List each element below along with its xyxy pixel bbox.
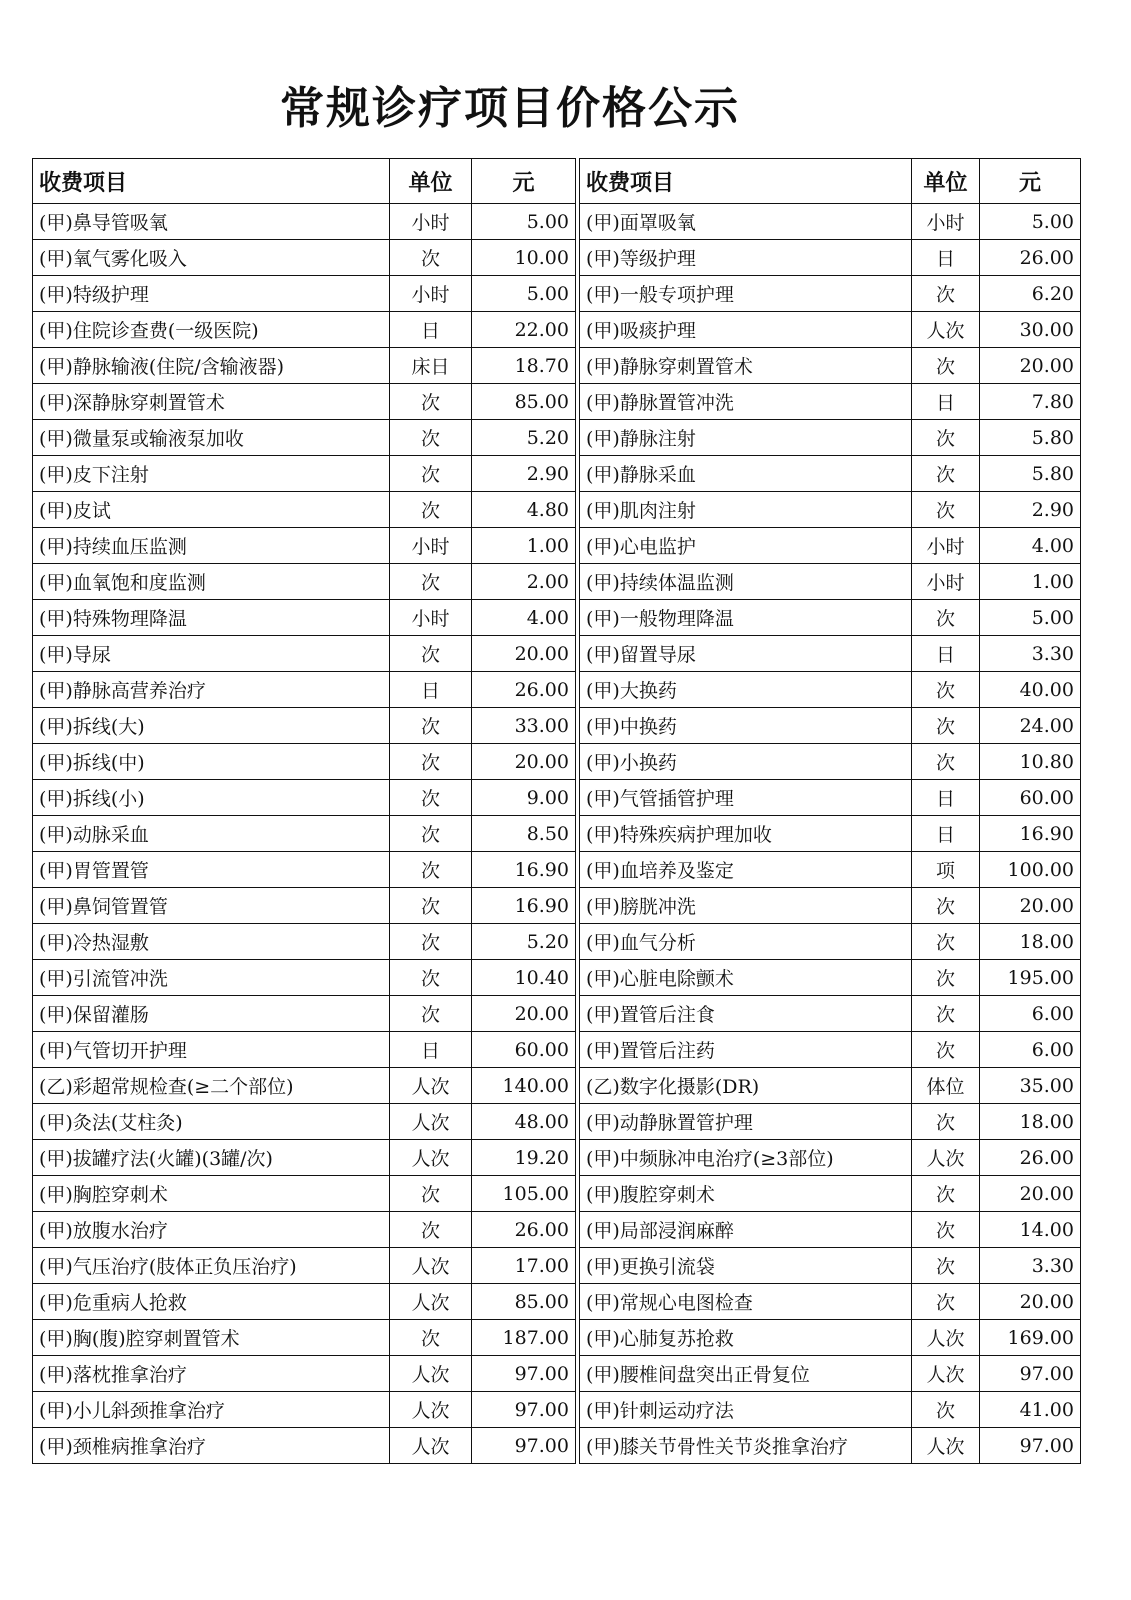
item-name-right: (甲)一般专项护理 (580, 276, 912, 312)
item-price-right: 60.00 (980, 780, 1081, 816)
table-row (33, 204, 1081, 240)
item-unit-right: 项 (912, 852, 980, 888)
header-unit-right: 单位 (912, 159, 980, 204)
table-row (33, 816, 1081, 852)
item-unit-left: 人次 (390, 1392, 472, 1428)
item-name-left: (甲)拆线(小) (33, 780, 390, 816)
item-name-left: (甲)血氧饱和度监测 (33, 564, 390, 600)
item-unit-right: 日 (912, 240, 980, 276)
item-unit-left: 次 (390, 456, 472, 492)
item-unit-left: 小时 (390, 276, 472, 312)
item-unit-left: 小时 (390, 528, 472, 564)
item-price-left: 33.00 (472, 708, 576, 744)
item-name-left: (甲)静脉高营养治疗 (33, 672, 390, 708)
item-unit-left: 次 (390, 240, 472, 276)
item-name-left: (甲)气管切开护理 (33, 1032, 390, 1068)
item-unit-right: 次 (912, 1392, 980, 1428)
table-row (33, 1104, 1081, 1140)
item-name-right: (甲)留置导尿 (580, 636, 912, 672)
item-name-left: (甲)胃管置管 (33, 852, 390, 888)
item-unit-left: 次 (390, 420, 472, 456)
item-name-right: (甲)局部浸润麻醉 (580, 1212, 912, 1248)
item-price-left: 17.00 (472, 1248, 576, 1284)
item-unit-left: 次 (390, 564, 472, 600)
item-name-left: (甲)灸法(艾柱灸) (33, 1104, 390, 1140)
item-price-right: 5.80 (980, 456, 1081, 492)
table-row (33, 996, 1081, 1032)
item-unit-right: 次 (912, 600, 980, 636)
item-price-right: 4.00 (980, 528, 1081, 564)
item-name-left: (甲)落枕推拿治疗 (33, 1356, 390, 1392)
item-price-right: 16.90 (980, 816, 1081, 852)
item-unit-right: 次 (912, 492, 980, 528)
item-unit-left: 次 (390, 816, 472, 852)
item-unit-right: 人次 (912, 312, 980, 348)
item-name-left: (甲)鼻饲管置管 (33, 888, 390, 924)
item-unit-left: 次 (390, 1320, 472, 1356)
item-unit-left: 小时 (390, 600, 472, 636)
table-row (33, 492, 1081, 528)
item-name-left: (乙)彩超常规检查(≥二个部位) (33, 1068, 390, 1104)
table-row (33, 888, 1081, 924)
item-price-right: 6.00 (980, 996, 1081, 1032)
item-price-right: 18.00 (980, 1104, 1081, 1140)
item-name-right: (甲)气管插管护理 (580, 780, 912, 816)
item-unit-right: 次 (912, 1248, 980, 1284)
table-row (33, 780, 1081, 816)
item-unit-right: 次 (912, 1104, 980, 1140)
item-name-right: (甲)中换药 (580, 708, 912, 744)
item-name-right: (甲)静脉采血 (580, 456, 912, 492)
item-price-right: 5.00 (980, 204, 1081, 240)
item-name-right: (甲)静脉注射 (580, 420, 912, 456)
item-name-left: (甲)皮下注射 (33, 456, 390, 492)
item-unit-left: 人次 (390, 1140, 472, 1176)
item-price-left: 60.00 (472, 1032, 576, 1068)
item-unit-right: 人次 (912, 1140, 980, 1176)
table-row (33, 1140, 1081, 1176)
item-price-left: 97.00 (472, 1356, 576, 1392)
item-name-right: (甲)常规心电图检查 (580, 1284, 912, 1320)
table-row (33, 852, 1081, 888)
item-price-left: 20.00 (472, 996, 576, 1032)
item-name-right: (甲)持续体温监测 (580, 564, 912, 600)
table-row (33, 1068, 1081, 1104)
table-row (33, 312, 1081, 348)
item-price-right: 26.00 (980, 240, 1081, 276)
table-row (33, 960, 1081, 996)
item-name-right: (甲)一般物理降温 (580, 600, 912, 636)
item-unit-left: 次 (390, 636, 472, 672)
item-name-left: (甲)放腹水治疗 (33, 1212, 390, 1248)
item-price-left: 5.00 (472, 204, 576, 240)
item-price-left: 5.00 (472, 276, 576, 312)
table-row (33, 1032, 1081, 1068)
table-row (33, 420, 1081, 456)
item-price-right: 100.00 (980, 852, 1081, 888)
item-unit-left: 人次 (390, 1104, 472, 1140)
item-price-left: 26.00 (472, 1212, 576, 1248)
table-row (33, 348, 1081, 384)
table-row (33, 600, 1081, 636)
item-unit-right: 次 (912, 348, 980, 384)
item-price-right: 5.00 (980, 600, 1081, 636)
item-price-right: 20.00 (980, 1284, 1081, 1320)
item-unit-left: 次 (390, 780, 472, 816)
item-price-left: 5.20 (472, 420, 576, 456)
item-name-left: (甲)颈椎病推拿治疗 (33, 1428, 390, 1464)
item-price-left: 105.00 (472, 1176, 576, 1212)
item-unit-right: 次 (912, 1032, 980, 1068)
item-price-left: 8.50 (472, 816, 576, 852)
item-unit-right: 次 (912, 960, 980, 996)
table-row (33, 528, 1081, 564)
item-price-left: 1.00 (472, 528, 576, 564)
item-unit-left: 次 (390, 852, 472, 888)
item-unit-right: 日 (912, 384, 980, 420)
item-price-right: 169.00 (980, 1320, 1081, 1356)
item-name-left: (甲)拆线(中) (33, 744, 390, 780)
item-name-left: (甲)拆线(大) (33, 708, 390, 744)
item-price-left: 10.00 (472, 240, 576, 276)
item-unit-left: 人次 (390, 1068, 472, 1104)
item-unit-right: 小时 (912, 528, 980, 564)
item-unit-right: 人次 (912, 1356, 980, 1392)
item-price-right: 35.00 (980, 1068, 1081, 1104)
item-price-left: 97.00 (472, 1392, 576, 1428)
item-name-left: (甲)小儿斜颈推拿治疗 (33, 1392, 390, 1428)
item-price-right: 3.30 (980, 1248, 1081, 1284)
item-price-right: 24.00 (980, 708, 1081, 744)
item-name-right: (甲)大换药 (580, 672, 912, 708)
item-name-right: (甲)置管后注药 (580, 1032, 912, 1068)
item-name-right: (甲)血培养及鉴定 (580, 852, 912, 888)
item-unit-right: 次 (912, 276, 980, 312)
item-price-right: 14.00 (980, 1212, 1081, 1248)
table-row (33, 1320, 1081, 1356)
item-name-left: (甲)微量泵或输液泵加收 (33, 420, 390, 456)
item-price-left: 85.00 (472, 1284, 576, 1320)
item-unit-right: 次 (912, 996, 980, 1032)
item-name-left: (甲)冷热湿敷 (33, 924, 390, 960)
item-name-right: (甲)针刺运动疗法 (580, 1392, 912, 1428)
item-price-left: 22.00 (472, 312, 576, 348)
item-unit-left: 人次 (390, 1356, 472, 1392)
item-price-left: 19.20 (472, 1140, 576, 1176)
item-unit-left: 日 (390, 672, 472, 708)
item-price-right: 26.00 (980, 1140, 1081, 1176)
table-row (33, 276, 1081, 312)
item-unit-right: 人次 (912, 1428, 980, 1464)
item-name-right: (甲)静脉穿刺置管术 (580, 348, 912, 384)
item-price-left: 20.00 (472, 744, 576, 780)
item-unit-left: 次 (390, 1176, 472, 1212)
table-row (33, 240, 1081, 276)
item-price-left: 4.00 (472, 600, 576, 636)
item-price-left: 20.00 (472, 636, 576, 672)
item-price-left: 18.70 (472, 348, 576, 384)
item-price-left: 2.00 (472, 564, 576, 600)
item-name-right: (甲)腹腔穿刺术 (580, 1176, 912, 1212)
item-price-left: 4.80 (472, 492, 576, 528)
item-unit-left: 床日 (390, 348, 472, 384)
item-name-left: (甲)皮试 (33, 492, 390, 528)
item-price-right: 20.00 (980, 1176, 1081, 1212)
table-row (33, 1248, 1081, 1284)
item-unit-right: 人次 (912, 1320, 980, 1356)
item-name-left: (甲)特殊物理降温 (33, 600, 390, 636)
table-row (33, 1284, 1081, 1320)
item-unit-right: 次 (912, 888, 980, 924)
item-name-left: (甲)危重病人抢救 (33, 1284, 390, 1320)
table-row (33, 672, 1081, 708)
item-name-right: (甲)静脉置管冲洗 (580, 384, 912, 420)
item-price-right: 7.80 (980, 384, 1081, 420)
item-price-right: 5.80 (980, 420, 1081, 456)
item-unit-right: 次 (912, 1176, 980, 1212)
table-row (33, 1212, 1081, 1248)
item-price-right: 2.90 (980, 492, 1081, 528)
item-unit-right: 日 (912, 636, 980, 672)
table-row (33, 1392, 1081, 1428)
item-unit-left: 次 (390, 960, 472, 996)
item-name-right: (甲)置管后注食 (580, 996, 912, 1032)
item-name-left: (甲)氧气雾化吸入 (33, 240, 390, 276)
item-price-left: 48.00 (472, 1104, 576, 1140)
item-name-left: (甲)动脉采血 (33, 816, 390, 852)
page-title: 常规诊疗项目价格公示 (280, 83, 740, 134)
item-name-left: (甲)保留灌肠 (33, 996, 390, 1032)
price-table (32, 158, 1081, 1464)
item-unit-left: 人次 (390, 1284, 472, 1320)
item-price-left: 2.90 (472, 456, 576, 492)
item-name-right: (甲)更换引流袋 (580, 1248, 912, 1284)
item-unit-left: 人次 (390, 1248, 472, 1284)
header-price-right: 元 (980, 159, 1081, 204)
item-name-right: (甲)小换药 (580, 744, 912, 780)
item-price-right: 97.00 (980, 1356, 1081, 1392)
item-name-left: (甲)导尿 (33, 636, 390, 672)
header-item-left: 收费项目 (33, 159, 390, 204)
item-price-right: 18.00 (980, 924, 1081, 960)
item-name-right: (甲)中频脉冲电治疗(≥3部位) (580, 1140, 912, 1176)
item-unit-right: 日 (912, 816, 980, 852)
table-row (33, 636, 1081, 672)
item-price-right: 41.00 (980, 1392, 1081, 1428)
header-unit-left: 单位 (390, 159, 472, 204)
table-row (33, 1428, 1081, 1464)
item-name-left: (甲)住院诊查费(一级医院) (33, 312, 390, 348)
item-name-left: (甲)特级护理 (33, 276, 390, 312)
item-name-right: (甲)吸痰护理 (580, 312, 912, 348)
item-price-left: 16.90 (472, 852, 576, 888)
table-row (33, 456, 1081, 492)
item-name-right: (甲)肌肉注射 (580, 492, 912, 528)
item-name-left: (甲)气压治疗(肢体正负压治疗) (33, 1248, 390, 1284)
item-name-right: (甲)心肺复苏抢救 (580, 1320, 912, 1356)
item-name-left: (甲)引流管冲洗 (33, 960, 390, 996)
item-name-left: (甲)拔罐疗法(火罐)(3罐/次) (33, 1140, 390, 1176)
item-unit-right: 次 (912, 456, 980, 492)
table-row (33, 1356, 1081, 1392)
item-name-right: (甲)膝关节骨性关节炎推拿治疗 (580, 1428, 912, 1464)
item-unit-left: 人次 (390, 1428, 472, 1464)
item-unit-left: 次 (390, 492, 472, 528)
item-price-right: 10.80 (980, 744, 1081, 780)
item-name-left: (甲)静脉输液(住院/含输液器) (33, 348, 390, 384)
item-price-right: 20.00 (980, 348, 1081, 384)
item-unit-right: 次 (912, 1212, 980, 1248)
item-name-right: (甲)特殊疾病护理加收 (580, 816, 912, 852)
item-unit-left: 次 (390, 888, 472, 924)
item-unit-right: 次 (912, 420, 980, 456)
table-row (33, 744, 1081, 780)
table-row (33, 1176, 1081, 1212)
item-unit-right: 次 (912, 744, 980, 780)
item-unit-right: 体位 (912, 1068, 980, 1104)
header-item-right: 收费项目 (580, 159, 912, 204)
item-price-left: 9.00 (472, 780, 576, 816)
item-unit-left: 小时 (390, 204, 472, 240)
table-row (33, 384, 1081, 420)
item-unit-right: 次 (912, 924, 980, 960)
item-unit-left: 日 (390, 312, 472, 348)
item-unit-left: 次 (390, 384, 472, 420)
item-unit-right: 小时 (912, 564, 980, 600)
item-name-right: (甲)等级护理 (580, 240, 912, 276)
item-unit-right: 次 (912, 708, 980, 744)
item-price-right: 20.00 (980, 888, 1081, 924)
item-name-right: (甲)心电监护 (580, 528, 912, 564)
item-unit-right: 次 (912, 672, 980, 708)
item-unit-left: 次 (390, 996, 472, 1032)
table-row (33, 708, 1081, 744)
item-name-left: (甲)深静脉穿刺置管术 (33, 384, 390, 420)
table-row (33, 564, 1081, 600)
item-price-left: 85.00 (472, 384, 576, 420)
item-name-right: (甲)血气分析 (580, 924, 912, 960)
item-name-right: (乙)数字化摄影(DR) (580, 1068, 912, 1104)
item-price-right: 1.00 (980, 564, 1081, 600)
item-name-left: (甲)胸腔穿刺术 (33, 1176, 390, 1212)
item-price-right: 6.00 (980, 1032, 1081, 1068)
table-header-row (33, 159, 1081, 204)
item-unit-left: 日 (390, 1032, 472, 1068)
item-price-left: 16.90 (472, 888, 576, 924)
item-unit-left: 次 (390, 708, 472, 744)
item-price-right: 40.00 (980, 672, 1081, 708)
item-name-right: (甲)面罩吸氧 (580, 204, 912, 240)
item-name-right: (甲)腰椎间盘突出正骨复位 (580, 1356, 912, 1392)
item-price-right: 3.30 (980, 636, 1081, 672)
item-name-right: (甲)膀胱冲洗 (580, 888, 912, 924)
item-name-right: (甲)动静脉置管护理 (580, 1104, 912, 1140)
header-price-left: 元 (472, 159, 576, 204)
item-unit-right: 次 (912, 1284, 980, 1320)
item-price-left: 26.00 (472, 672, 576, 708)
table-row (33, 924, 1081, 960)
item-price-left: 97.00 (472, 1428, 576, 1464)
item-unit-right: 日 (912, 780, 980, 816)
item-unit-left: 次 (390, 744, 472, 780)
item-name-right: (甲)心脏电除颤术 (580, 960, 912, 996)
item-price-left: 140.00 (472, 1068, 576, 1104)
item-name-left: (甲)胸(腹)腔穿刺置管术 (33, 1320, 390, 1356)
item-price-left: 187.00 (472, 1320, 576, 1356)
item-unit-left: 次 (390, 924, 472, 960)
item-price-right: 6.20 (980, 276, 1081, 312)
item-price-left: 10.40 (472, 960, 576, 996)
item-price-right: 195.00 (980, 960, 1081, 996)
item-unit-left: 次 (390, 1212, 472, 1248)
item-name-left: (甲)持续血压监测 (33, 528, 390, 564)
item-price-right: 97.00 (980, 1428, 1081, 1464)
item-unit-right: 小时 (912, 204, 980, 240)
item-price-right: 30.00 (980, 312, 1081, 348)
item-name-left: (甲)鼻导管吸氧 (33, 204, 390, 240)
item-price-left: 5.20 (472, 924, 576, 960)
